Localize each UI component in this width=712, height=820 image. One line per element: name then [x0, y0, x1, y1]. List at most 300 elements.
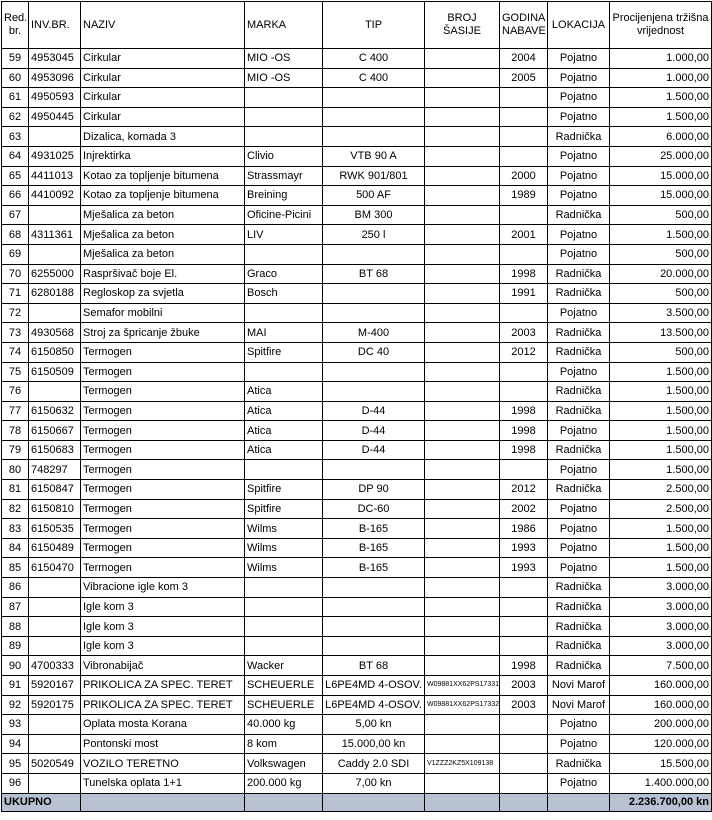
inventory-number: [29, 734, 81, 754]
item-name: PRIKOLICA ZA SPEC. TERET: [81, 695, 245, 715]
table-row: [2, 538, 712, 558]
inventory-number: 4950593: [29, 88, 81, 108]
item-brand: Wilms: [245, 538, 323, 558]
inventory-number: 4953045: [29, 49, 81, 69]
item-location: Pojatno: [548, 519, 610, 539]
item-name: Dizalica, komada 3: [81, 127, 245, 147]
row-number: 72: [2, 303, 29, 323]
row-number: 62: [2, 107, 29, 127]
item-location: Pojatno: [548, 68, 610, 88]
acquisition-year: 1998: [500, 401, 548, 421]
inventory-number: 748297: [29, 460, 81, 480]
item-type: 15.000,00 kn: [323, 734, 425, 754]
total-value: 2.236.700,00 kn: [610, 793, 712, 811]
item-brand: 8 kom: [245, 734, 323, 754]
row-number: 69: [2, 244, 29, 264]
item-name: Termogen: [81, 460, 245, 480]
item-location: Pojatno: [548, 166, 610, 186]
inventory-number: [29, 773, 81, 793]
item-name: PRIKOLICA ZA SPEC. TERET: [81, 676, 245, 696]
item-location: Pojatno: [548, 244, 610, 264]
item-type: RWK 901/801: [323, 166, 425, 186]
market-value: 1.500,00: [610, 225, 712, 245]
item-brand: [245, 127, 323, 147]
chassis-number: [425, 460, 500, 480]
chassis-number: [425, 342, 500, 362]
table-row: [2, 264, 712, 284]
table-row: [2, 695, 712, 715]
item-brand: 40.000 kg: [245, 715, 323, 735]
row-number: 60: [2, 68, 29, 88]
acquisition-year: [500, 127, 548, 147]
market-value: 160.000,00: [610, 695, 712, 715]
item-location: Pojatno: [548, 107, 610, 127]
acquisition-year: 1986: [500, 519, 548, 539]
chassis-number: [425, 656, 500, 676]
item-brand: Clivio: [245, 146, 323, 166]
table-row: [2, 205, 712, 225]
item-type: [323, 617, 425, 637]
item-type: DC-60: [323, 499, 425, 519]
inventory-number: [29, 303, 81, 323]
item-brand: Wilms: [245, 558, 323, 578]
table-row: [2, 342, 712, 362]
chassis-number: [425, 499, 500, 519]
item-location: Pojatno: [548, 421, 610, 441]
table-row: [2, 49, 712, 69]
acquisition-year: [500, 460, 548, 480]
item-location: Radnička: [548, 578, 610, 598]
inventory-number: 6150810: [29, 499, 81, 519]
item-type: [323, 597, 425, 617]
market-value: 3.000,00: [610, 617, 712, 637]
item-type: BM 300: [323, 205, 425, 225]
item-location: Pojatno: [548, 460, 610, 480]
item-type: [323, 284, 425, 304]
row-number: 88: [2, 617, 29, 637]
chassis-number: [425, 773, 500, 793]
table-row: [2, 440, 712, 460]
market-value: 25.000,00: [610, 146, 712, 166]
chassis-number: [425, 323, 500, 343]
item-type: D-44: [323, 401, 425, 421]
item-brand: Volkswagen: [245, 754, 323, 774]
inventory-number: [29, 617, 81, 637]
chassis-number: W09881XX62PS17332: [425, 695, 500, 715]
item-location: Radnička: [548, 205, 610, 225]
acquisition-year: 1998: [500, 656, 548, 676]
row-number: 89: [2, 636, 29, 656]
item-name: Termogen: [81, 342, 245, 362]
item-location: Pojatno: [548, 715, 610, 735]
table-row: [2, 323, 712, 343]
header-sasija: BROJ ŠASIJE: [425, 2, 500, 49]
acquisition-year: 2012: [500, 342, 548, 362]
item-brand: Oficine-Picini: [245, 205, 323, 225]
item-location: Pojatno: [548, 303, 610, 323]
acquisition-year: 2003: [500, 323, 548, 343]
table-row: [2, 68, 712, 88]
item-location: Radnička: [548, 754, 610, 774]
item-type: L6PE4MD 4-OSOV.: [323, 676, 425, 696]
item-location: Radnička: [548, 264, 610, 284]
item-type: B-165: [323, 519, 425, 539]
item-type: Caddy 2.0 SDI: [323, 754, 425, 774]
chassis-number: [425, 264, 500, 284]
acquisition-year: 1993: [500, 558, 548, 578]
market-value: 500,00: [610, 284, 712, 304]
chassis-number: [425, 636, 500, 656]
table-row: [2, 656, 712, 676]
market-value: 15.000,00: [610, 186, 712, 206]
inventory-number: 6150509: [29, 362, 81, 382]
row-number: 79: [2, 440, 29, 460]
item-location: Radnička: [548, 617, 610, 637]
inventory-number: 6150850: [29, 342, 81, 362]
acquisition-year: 2001: [500, 225, 548, 245]
total-empty: [245, 793, 323, 811]
market-value: 1.500,00: [610, 460, 712, 480]
row-number: 66: [2, 186, 29, 206]
table-body: [2, 49, 712, 794]
total-empty: [323, 793, 425, 811]
acquisition-year: [500, 362, 548, 382]
acquisition-year: 1998: [500, 440, 548, 460]
item-location: Radnička: [548, 382, 610, 402]
acquisition-year: 2003: [500, 676, 548, 696]
acquisition-year: [500, 88, 548, 108]
market-value: 1.400.000,00: [610, 773, 712, 793]
item-name: Pontonski most: [81, 734, 245, 754]
total-label: UKUPNO: [2, 793, 81, 811]
row-number: 85: [2, 558, 29, 578]
header-lokacija: LOKACIJA: [548, 2, 610, 49]
table-row: [2, 166, 712, 186]
item-type: VTB 90 A: [323, 146, 425, 166]
inventory-number: [29, 127, 81, 147]
market-value: 1.500,00: [610, 88, 712, 108]
total-empty: [425, 793, 500, 811]
table-row: [2, 676, 712, 696]
item-type: [323, 107, 425, 127]
item-type: D-44: [323, 440, 425, 460]
table-row: [2, 480, 712, 500]
market-value: 120.000,00: [610, 734, 712, 754]
item-name: Cirkular: [81, 107, 245, 127]
item-type: D-44: [323, 421, 425, 441]
item-type: B-165: [323, 558, 425, 578]
item-name: Mješalica za beton: [81, 244, 245, 264]
inventory-number: 6150489: [29, 538, 81, 558]
item-brand: Breining: [245, 186, 323, 206]
chassis-number: [425, 68, 500, 88]
item-location: Radnička: [548, 342, 610, 362]
row-number: 77: [2, 401, 29, 421]
table-row: [2, 362, 712, 382]
table-row: [2, 715, 712, 735]
table-row: [2, 734, 712, 754]
market-value: 2.500,00: [610, 480, 712, 500]
row-number: 78: [2, 421, 29, 441]
header-naziv: NAZIV: [81, 2, 245, 49]
item-name: Semafor mobilni: [81, 303, 245, 323]
acquisition-year: 2000: [500, 166, 548, 186]
item-name: VOZILO TERETNO: [81, 754, 245, 774]
chassis-number: [425, 538, 500, 558]
table-row: [2, 519, 712, 539]
item-brand: Spitfire: [245, 499, 323, 519]
inventory-number: 6150535: [29, 519, 81, 539]
item-type: B-165: [323, 538, 425, 558]
item-brand: [245, 107, 323, 127]
table-row: [2, 244, 712, 264]
row-number: 67: [2, 205, 29, 225]
chassis-number: [425, 225, 500, 245]
item-name: Termogen: [81, 421, 245, 441]
inventory-number: 6150847: [29, 480, 81, 500]
item-location: Radnička: [548, 127, 610, 147]
inventory-number: [29, 636, 81, 656]
acquisition-year: [500, 773, 548, 793]
chassis-number: V1ZZZ2KZ5X109138: [425, 754, 500, 774]
market-value: 3.000,00: [610, 578, 712, 598]
item-location: Radnička: [548, 636, 610, 656]
inventory-number: 4411013: [29, 166, 81, 186]
table-row: [2, 773, 712, 793]
row-number: 87: [2, 597, 29, 617]
item-brand: Spitfire: [245, 480, 323, 500]
market-value: 20.000,00: [610, 264, 712, 284]
table-row: [2, 558, 712, 578]
acquisition-year: 2002: [500, 499, 548, 519]
market-value: 15.500,00: [610, 754, 712, 774]
row-number: 95: [2, 754, 29, 774]
item-location: Pojatno: [548, 225, 610, 245]
item-brand: [245, 597, 323, 617]
item-brand: Graco: [245, 264, 323, 284]
chassis-number: [425, 166, 500, 186]
item-name: Termogen: [81, 440, 245, 460]
market-value: 13.500,00: [610, 323, 712, 343]
table-row: [2, 186, 712, 206]
item-brand: [245, 88, 323, 108]
item-location: Radnička: [548, 284, 610, 304]
row-number: 64: [2, 146, 29, 166]
inventory-number: 5020549: [29, 754, 81, 774]
item-name: Vibronabijač: [81, 656, 245, 676]
item-location: Novi Marof: [548, 695, 610, 715]
chassis-number: [425, 244, 500, 264]
item-location: Pojatno: [548, 362, 610, 382]
inventory-number: 6150470: [29, 558, 81, 578]
item-name: Termogen: [81, 382, 245, 402]
total-empty: [81, 793, 245, 811]
row-number: 61: [2, 88, 29, 108]
item-name: Oplata mosta Korana: [81, 715, 245, 735]
item-type: BT 68: [323, 656, 425, 676]
market-value: 2.500,00: [610, 499, 712, 519]
item-type: [323, 460, 425, 480]
table-row: [2, 499, 712, 519]
chassis-number: [425, 421, 500, 441]
item-type: DC 40: [323, 342, 425, 362]
market-value: 1.500,00: [610, 558, 712, 578]
item-type: 250 l: [323, 225, 425, 245]
item-name: Cirkular: [81, 49, 245, 69]
acquisition-year: [500, 146, 548, 166]
item-type: 500 AF: [323, 186, 425, 206]
acquisition-year: [500, 617, 548, 637]
market-value: 3.000,00: [610, 597, 712, 617]
item-brand: LIV: [245, 225, 323, 245]
item-type: [323, 303, 425, 323]
item-brand: [245, 617, 323, 637]
item-brand: Atica: [245, 401, 323, 421]
item-brand: 200.000 kg: [245, 773, 323, 793]
acquisition-year: [500, 597, 548, 617]
item-brand: [245, 578, 323, 598]
item-location: Pojatno: [548, 538, 610, 558]
inventory-number: 4311361: [29, 225, 81, 245]
row-number: 74: [2, 342, 29, 362]
acquisition-year: 1998: [500, 421, 548, 441]
row-number: 91: [2, 676, 29, 696]
table-row: [2, 401, 712, 421]
item-type: [323, 636, 425, 656]
acquisition-year: 2003: [500, 695, 548, 715]
market-value: 6.000,00: [610, 127, 712, 147]
item-name: Kotao za topljenje bitumena: [81, 186, 245, 206]
chassis-number: [425, 49, 500, 69]
item-name: Termogen: [81, 362, 245, 382]
item-brand: SCHEUERLE: [245, 676, 323, 696]
row-number: 70: [2, 264, 29, 284]
acquisition-year: 1991: [500, 284, 548, 304]
inventory-number: 4931025: [29, 146, 81, 166]
inventory-number: 6150632: [29, 401, 81, 421]
item-name: Termogen: [81, 401, 245, 421]
chassis-number: [425, 734, 500, 754]
table-row: [2, 460, 712, 480]
table-row: [2, 284, 712, 304]
item-name: Mješalica za beton: [81, 205, 245, 225]
item-location: Pojatno: [548, 499, 610, 519]
row-number: 65: [2, 166, 29, 186]
item-brand: Wilms: [245, 519, 323, 539]
table-row: [2, 578, 712, 598]
acquisition-year: [500, 734, 548, 754]
row-number: 92: [2, 695, 29, 715]
market-value: 1.500,00: [610, 421, 712, 441]
item-type: BT 68: [323, 264, 425, 284]
row-number: 84: [2, 538, 29, 558]
table-row: [2, 225, 712, 245]
acquisition-year: [500, 578, 548, 598]
chassis-number: [425, 519, 500, 539]
item-name: Mješalica za beton: [81, 225, 245, 245]
item-type: 5,00 kn: [323, 715, 425, 735]
inventory-number: [29, 597, 81, 617]
item-type: 7,00 kn: [323, 773, 425, 793]
item-name: Cirkular: [81, 68, 245, 88]
item-name: Vibracione igle kom 3: [81, 578, 245, 598]
row-number: 82: [2, 499, 29, 519]
item-brand: [245, 460, 323, 480]
table-row: [2, 303, 712, 323]
row-number: 73: [2, 323, 29, 343]
item-location: Pojatno: [548, 773, 610, 793]
item-brand: [245, 636, 323, 656]
item-brand: Strassmayr: [245, 166, 323, 186]
acquisition-year: [500, 382, 548, 402]
item-type: DP 90: [323, 480, 425, 500]
item-name: Termogen: [81, 558, 245, 578]
inventory-number: 4700333: [29, 656, 81, 676]
header-tip: TIP: [323, 2, 425, 49]
total-row: [2, 793, 712, 811]
item-type: C 400: [323, 49, 425, 69]
table-row: [2, 107, 712, 127]
item-type: [323, 382, 425, 402]
item-brand: [245, 303, 323, 323]
inventory-number: 6280188: [29, 284, 81, 304]
item-brand: Atica: [245, 382, 323, 402]
item-name: Igle kom 3: [81, 597, 245, 617]
inventory-number: [29, 715, 81, 735]
item-location: Pojatno: [548, 49, 610, 69]
inventory-number: 6255000: [29, 264, 81, 284]
inventory-number: [29, 382, 81, 402]
table-row: [2, 88, 712, 108]
item-name: Stroj za špricanje žbuke: [81, 323, 245, 343]
table-row: [2, 146, 712, 166]
row-number: 59: [2, 49, 29, 69]
item-location: Pojatno: [548, 186, 610, 206]
row-number: 90: [2, 656, 29, 676]
inventory-number: 4930568: [29, 323, 81, 343]
item-name: Igle kom 3: [81, 617, 245, 637]
item-location: Pojatno: [548, 88, 610, 108]
market-value: 1.500,00: [610, 401, 712, 421]
row-number: 86: [2, 578, 29, 598]
chassis-number: [425, 303, 500, 323]
market-value: 500,00: [610, 244, 712, 264]
acquisition-year: [500, 754, 548, 774]
inventory-number: 6150667: [29, 421, 81, 441]
chassis-number: [425, 715, 500, 735]
acquisition-year: 1998: [500, 264, 548, 284]
item-brand: [245, 362, 323, 382]
item-type: M-400: [323, 323, 425, 343]
table-row: [2, 754, 712, 774]
item-type: L6PE4MD 4-OSOV.: [323, 695, 425, 715]
chassis-number: [425, 578, 500, 598]
item-brand: MIO -OS: [245, 68, 323, 88]
chassis-number: [425, 284, 500, 304]
chassis-number: [425, 597, 500, 617]
item-type: [323, 127, 425, 147]
item-location: Radnička: [548, 480, 610, 500]
row-number: 83: [2, 519, 29, 539]
header-godina: GODINA NABAVE: [500, 2, 548, 49]
acquisition-year: 2012: [500, 480, 548, 500]
chassis-number: [425, 107, 500, 127]
row-number: 81: [2, 480, 29, 500]
inventory-number: 4950445: [29, 107, 81, 127]
table-row: [2, 597, 712, 617]
inventory-number: 4953096: [29, 68, 81, 88]
item-location: Pojatno: [548, 734, 610, 754]
